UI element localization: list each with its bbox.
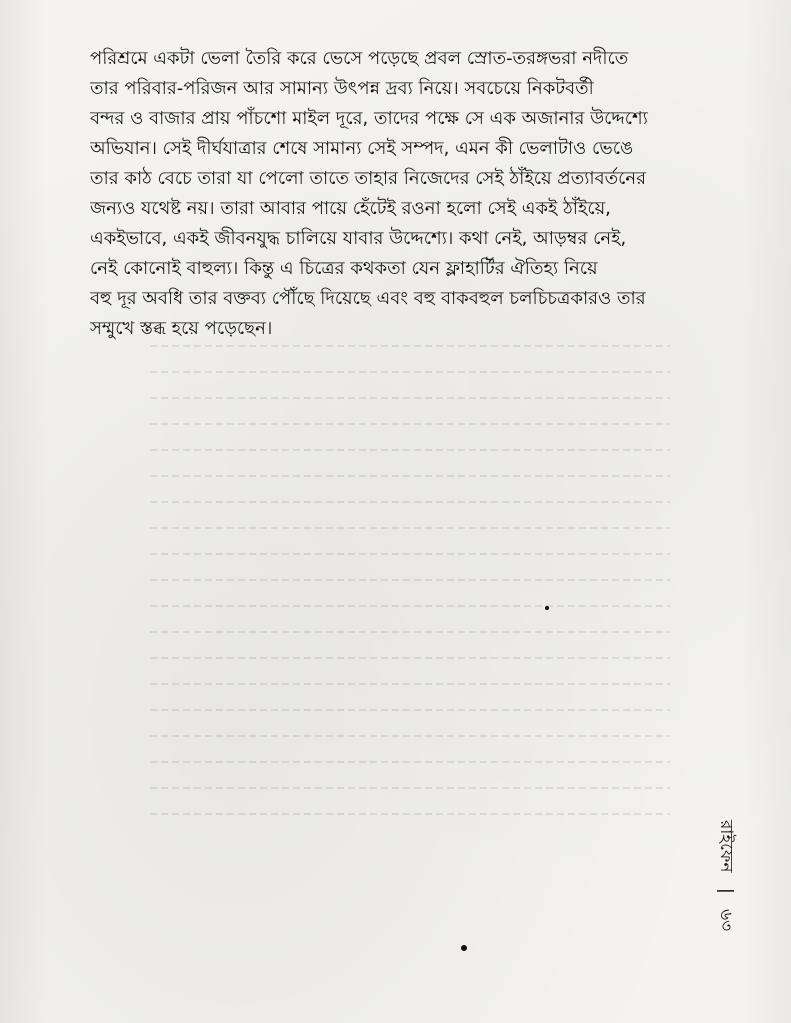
text-line: পরিশ্রমে একটা ভেলা তৈরি করে ভেসে পড়েছে প্রবল স্রোত-তরঙ্গভরা নদীতে — [90, 48, 629, 69]
text-line: অভিযান। সেই দীর্ঘযাত্রার শেষে সামান্য সেই সম্পদ, এমন কী ভেলাটাও ভেঙে — [90, 138, 634, 159]
footer-separator: | — [716, 887, 736, 894]
text-line: একইভাবে, একই জীবনযুদ্ধ চালিয়ে যাবার উদ্দেশ্যে। কথা নেই, আড়ম্বর নেই, — [90, 228, 627, 249]
text-line: নেই কোনোই বাহুল্য। কিন্তু এ চিত্রের কথকতা যেন ফ্লাহার্টির ঐতিহ্য নিয়ে — [90, 258, 598, 279]
page-footer — [712, 820, 740, 931]
page-number: ৬৩ — [716, 909, 736, 932]
body-paragraph — [90, 44, 704, 344]
text-line: সম্মুখে স্তব্ধ হয়ে পড়েছেন। — [90, 318, 273, 339]
text-line: তার কাঠ বেচে তারা যা পেলো তাতে তাহার নিজেদের সেই ঠাঁইয়ে প্রত্যাবর্তনের — [90, 168, 647, 189]
bleed-through-text — [150, 345, 670, 865]
text-line: বহু দূর অবধি তার বক্তব্য পৌঁছে দিয়েছে এবং বহু বাকবহুল চলচিচত্রকারও তার — [90, 288, 646, 309]
section-title: রাইফেন — [716, 820, 736, 873]
speck — [461, 945, 467, 951]
text-line: বন্দর ও বাজার প্রায় পাঁচশো মাইল দূরে, তাদের পক্ষে সে এক অজানার উদ্দেশ্যে — [90, 108, 648, 129]
speck — [545, 606, 549, 610]
text-line: জন্যও যথেষ্ট নয়। তারা আবার পায়ে হেঁটেই রওনা হলো সেই একই ঠাঁইয়ে, — [90, 198, 611, 219]
text-line: তার পরিবার-পরিজন আর সামান্য উৎপন্ন দ্রব্য নিয়ে। সবচেয়ে নিকটবর্তী — [90, 78, 594, 99]
